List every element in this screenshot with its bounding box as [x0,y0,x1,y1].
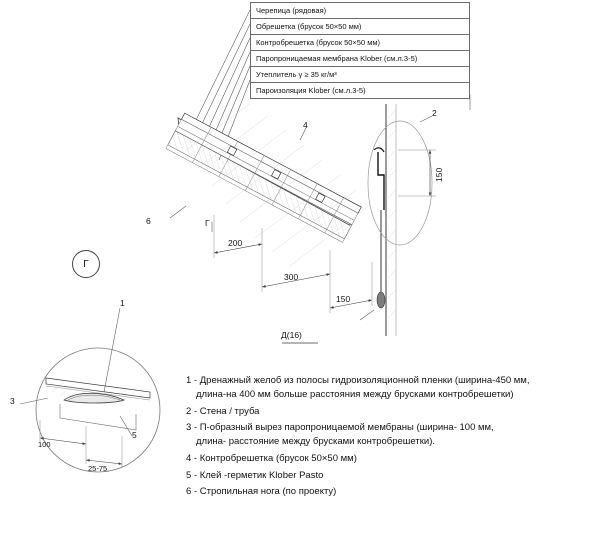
mark-5: 5 [132,430,137,440]
mark-6: 6 [146,216,151,226]
legend-item-2-text: 2 - Стена / труба [186,405,260,417]
title-block-row [251,51,470,67]
dim-150: 150 [336,294,351,304]
legend-item-6 [186,485,596,499]
legend-item-5 [186,469,596,483]
legend-item-1-text: 1 - Дренажный желоб из полосы гидроизоляционной пленки (ширина-450 мм, [186,375,530,386]
layer-vapour-barrier: Пароизоляция Klober (см.л.3-5) [251,83,470,99]
legend-item-3-cont: длина- расстояние между брусками контробрешетки). [196,436,435,448]
legend-item-5-text: 5 - Клей -герметик Klober Pasto [186,469,324,481]
layer-batten: Обрешетка (брусок 50×50 мм) [251,19,470,35]
layer-counter-batten: Контробрешетка (брусок 50×50 мм) [251,35,470,51]
dim-200: 200 [228,238,243,248]
layer-membrane: Паропроницаемая мембрана Klober (см.л.3-5) [251,51,470,67]
legend-item-6-text: 6 - Стропильная нога (по проекту) [186,486,337,498]
mark-2: 2 [432,108,437,118]
legend-item-1 [186,374,596,402]
detail-bubble-junction [368,121,432,245]
mark-3: 3 [10,396,15,406]
dim-150-vertical: 150 [434,167,444,182]
title-block-row [251,35,470,51]
node-label: Д(16) [281,330,302,340]
mark-4: 4 [303,120,308,130]
title-block-row [251,3,470,19]
legend-item-3-text: 3 - П-образный вырез паропроницаемой мембраны (ширина- 100 мм, [186,422,494,434]
mark-1: 1 [120,298,125,308]
dim-100: 100 [38,440,51,449]
layer-insulation: Утеплитель γ ≥ 35 кг/м³ [251,67,470,83]
detail-g-bubble: Г [72,250,100,278]
legend-item-4-text: 4 - Контробрешетка (брусок 50×50 мм) [186,452,357,464]
title-block-row [251,67,470,83]
layer-tile: Черепица (рядовая) [251,3,470,19]
title-block-row [251,83,470,99]
roof-slope-assembly [166,104,370,266]
title-block-row [251,19,470,35]
legend-item-2 [186,405,596,419]
dim-300: 300 [284,272,299,282]
legend-item-4 [186,452,596,466]
legend-list [186,374,596,502]
detail-g-leader-label: Г [205,218,210,228]
dim-25-75: 25-75 [88,464,108,473]
legend-item-1-cont: длина-на 400 мм больше расстояния между брусками контробрешетки) [196,388,514,400]
layers-title-block [250,2,470,99]
legend-item-3 [186,421,596,449]
